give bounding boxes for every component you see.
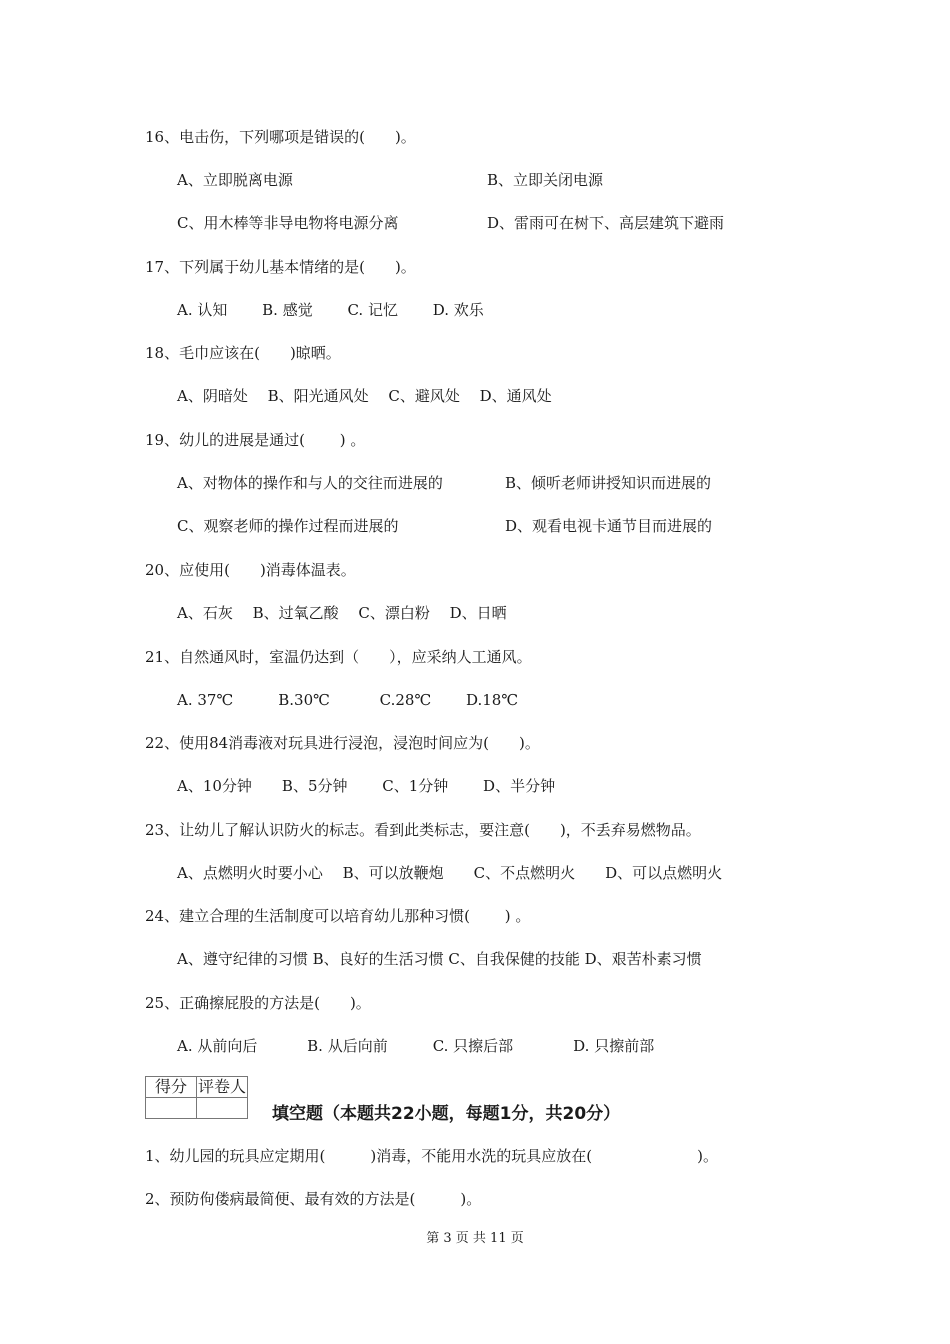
options-21: A. 37℃ B.30℃ C.28℃ D.18℃ — [177, 691, 519, 709]
option-19c: C、观察老师的操作过程而进展的 — [177, 517, 399, 535]
grader-label: 评卷人 — [198, 1077, 247, 1096]
question-23: 23、让幼儿了解认识防火的标志。看到此类标志，要注意( )，不丢弃易燃物品。 — [145, 821, 701, 839]
options-25: A. 从前向后 B. 从后向前 C. 只擦后部 D. 只擦前部 — [177, 1037, 655, 1055]
options-17: A. 认知 B. 感觉 C. 记忆 D. 欢乐 — [177, 301, 484, 319]
option-19b: B、倾听老师讲授知识而进展的 — [505, 474, 712, 492]
grader-cell — [197, 1098, 248, 1119]
question-21: 21、自然通风时，室温仍达到（ ），应采纳人工通风。 — [145, 648, 532, 666]
question-16: 16、电击伤，下列哪项是错误的( )。 — [145, 128, 416, 146]
option-19d: D、观看电视卡通节目而进展的 — [505, 517, 713, 535]
option-16a: A、立即脱离电源 — [177, 171, 293, 189]
options-23: A、点燃明火时要小心 B、可以放鞭炮 C、不点燃明火 D、可以点燃明火 — [177, 864, 723, 882]
options-24: A、遵守纪律的习惯 B、良好的生活习惯 C、自我保健的技能 D、艰苦朴素习惯 — [177, 950, 702, 968]
option-16d: D、雷雨可在树下、高层建筑下避雨 — [487, 214, 725, 232]
options-22: A、10分钟 B、5分钟 C、1分钟 D、半分钟 — [177, 777, 556, 795]
option-16c: C、用木棒等非导电物将电源分离 — [177, 214, 399, 232]
question-19: 19、幼儿的进展是通过( ) 。 — [145, 431, 366, 449]
question-18: 18、毛巾应该在( )晾晒。 — [145, 344, 341, 362]
question-17: 17、下列属于幼儿基本情绪的是( )。 — [145, 258, 416, 276]
page-footer: 第 3 页 共 11 页 — [426, 1231, 524, 1246]
options-20: A、石灰 B、过氧乙酸 C、漂白粉 D、日晒 — [177, 604, 507, 622]
option-16b: B、立即关闭电源 — [487, 171, 604, 189]
options-18: A、阴暗处 B、阳光通风处 C、避风处 D、通风处 — [177, 387, 552, 405]
score-label: 得分 — [146, 1077, 197, 1098]
section-title: 填空题（本题共22小题，每题1分，共20分） — [272, 1104, 621, 1124]
question-24: 24、建立合理的生活制度可以培育幼儿那种习惯( ) 。 — [145, 907, 531, 925]
question-20: 20、应使用( )消毒体温表。 — [145, 561, 356, 579]
question-22: 22、使用84消毒液对玩具进行浸泡，浸泡时间应为( )。 — [145, 734, 540, 752]
fill-question-2: 2、预防佝偻病最简便、最有效的方法是( )。 — [145, 1190, 482, 1208]
option-19a: A、对物体的操作和与人的交往而进展的 — [177, 474, 443, 492]
score-cell — [146, 1098, 197, 1119]
question-25: 25、正确擦屁股的方法是( )。 — [145, 994, 371, 1012]
fill-question-1: 1、幼儿园的玩具应定期用( )消毒，不能用水洗的玩具应放在( )。 — [145, 1147, 718, 1165]
score-box — [145, 1076, 248, 1119]
